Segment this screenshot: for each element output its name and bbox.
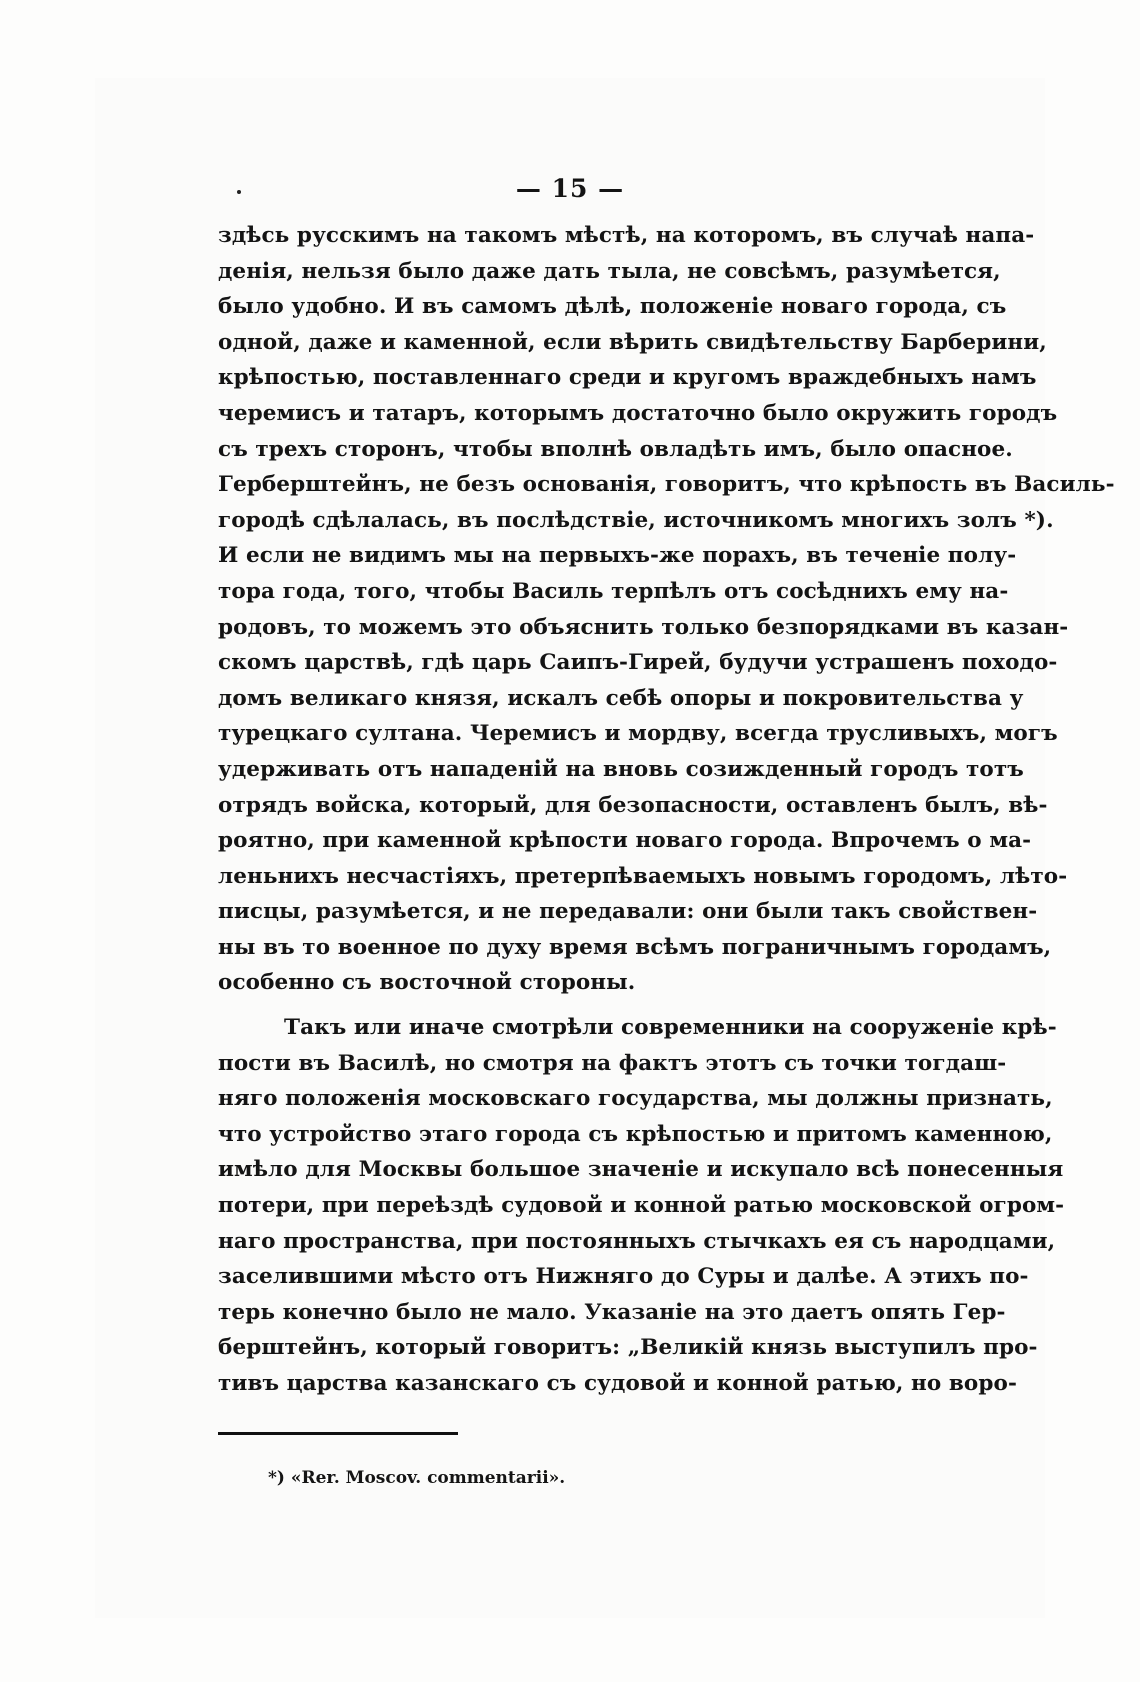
- text-line: домъ великаго князя, искалъ себѣ опоры и покровительства у: [218, 685, 1024, 711]
- text-line: ны въ то военное по духу время всѣмъ пограничнымъ городамъ,: [218, 934, 1052, 960]
- text-line: писцы, разумѣется, и не передавали: они были такъ свойствен-: [218, 899, 1038, 925]
- text-line: было удобно. И въ самомъ дѣлѣ, положеніе новаго города, съ: [218, 294, 1007, 320]
- text-line: Герберштейнъ, не безъ основанія, говоритъ, что крѣпость въ Василь-: [218, 472, 1115, 498]
- paragraph: [218, 218, 1115, 1001]
- text-line: денія, нельзя было даже дать тыла, не совсѣмъ, разумѣется,: [218, 258, 1001, 284]
- text-line: турецкаго султана. Черемисъ и мордву, всегда трусливыхъ, могъ: [218, 721, 1058, 747]
- text-line: наго пространства, при постоянныхъ стычкахъ ея съ народцами,: [218, 1228, 1056, 1254]
- text-line: терь конечно было не мало. Указаніе на это даетъ опять Гер-: [218, 1299, 1006, 1325]
- text-line: особенно съ восточной стороны.: [218, 970, 636, 996]
- text-line: потери, при переѣздѣ судовой и конной ратью московской огром-: [218, 1193, 1065, 1219]
- text-line: скомъ царствѣ, гдѣ царь Саипъ-Гирей, будучи устрашенъ походо-: [218, 650, 1058, 676]
- paragraph-gap: [218, 1001, 928, 1010]
- text-line: берштейнъ, который говоритъ: „Великій князь выступилъ про-: [218, 1335, 1038, 1361]
- footnote: *) «Rer. Moscov. commentarii».: [268, 1468, 566, 1488]
- text-line: городѣ сдѣлалась, въ послѣдствіе, источникомъ многихъ золъ *).: [218, 507, 1054, 533]
- page-number: — 15 —: [515, 174, 625, 203]
- text-line: съ трехъ сторонъ, чтобы вполнѣ овладѣть имъ, было опасное.: [218, 436, 1013, 462]
- text-line: черемисъ и татаръ, которымъ достаточно было окружить городъ: [218, 400, 1058, 426]
- text-line: родовъ, то можемъ это объяснить только безпорядками въ казан-: [218, 614, 1069, 640]
- text-line: пости въ Василѣ, но смотря на фактъ этотъ съ точки тогдаш-: [218, 1050, 1007, 1076]
- text-line: роятно, при каменной крѣпости новаго города. Впрочемъ о ма-: [218, 828, 1032, 854]
- text-line: Такъ или иначе смотрѣли современники на сооруженіе крѣ-: [284, 1015, 1057, 1041]
- text-line: имѣло для Москвы большое значеніе и искупало всѣ понесенныя: [218, 1157, 1064, 1183]
- text-line: удерживать отъ нападеній на вновь созижденный городъ тотъ: [218, 756, 1024, 782]
- text-line: заселившими мѣсто отъ Нижняго до Суры и далѣе. А этихъ по-: [218, 1264, 1029, 1290]
- text-line: что устройство этаго города съ крѣпостью и притомъ каменною,: [218, 1121, 1053, 1147]
- body-text: [218, 218, 1115, 1402]
- text-line: няго положенія московскаго государства, мы должны признать,: [218, 1086, 1053, 1112]
- text-line: отрядъ войска, который, для безопасности, оставленъ былъ, вѣ-: [218, 792, 1048, 818]
- text-line: И если не видимъ мы на первыхъ-же порахъ, въ теченіе полу-: [218, 543, 1017, 569]
- text-line: крѣпостью, поставленнаго среди и кругомъ враждебныхъ намъ: [218, 365, 1037, 391]
- text-line: тора года, того, чтобы Василь терпѣлъ отъ сосѣднихъ ему на-: [218, 578, 1009, 604]
- footnote-divider: [218, 1432, 458, 1435]
- text-line: леньнихъ несчастіяхъ, претерпѣваемыхъ новымъ городомъ, лѣто-: [218, 863, 1068, 889]
- text-line: здѣсь русскимъ на такомъ мѣстѣ, на которомъ, въ случаѣ напа-: [218, 223, 1035, 248]
- paragraph: [218, 1010, 1065, 1402]
- text-line: тивъ царства казанскаго съ судовой и конной ратью, но воро-: [218, 1371, 1017, 1396]
- text-line: одной, даже и каменной, если вѣрить свидѣтельству Барберини,: [218, 329, 1047, 355]
